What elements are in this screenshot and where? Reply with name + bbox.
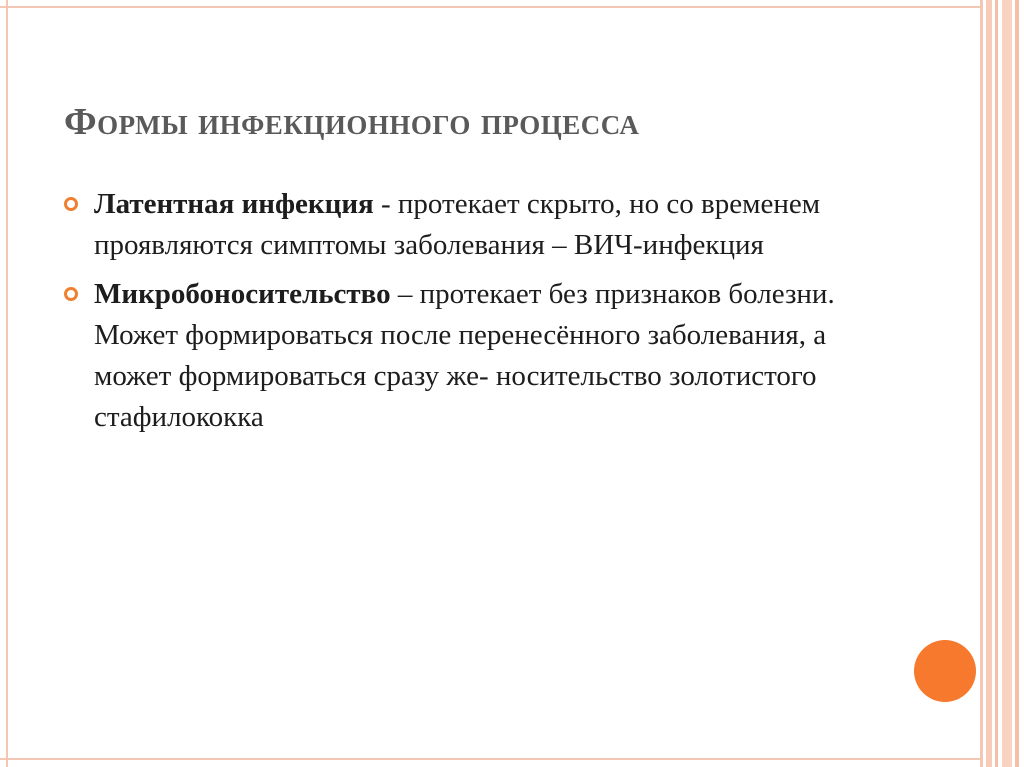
frame-line-left <box>6 0 8 767</box>
slide-title: Формы инфекционного процесса <box>64 101 640 143</box>
list-item <box>64 184 844 266</box>
frame-line-bottom <box>0 758 980 760</box>
stripe <box>980 0 983 767</box>
bullet-term: Латентная инфекция <box>94 188 374 220</box>
bullet-text: – протекает без признаков болезни. Может формироваться после перенесённого заболевания, а может формироваться сразу же- носительство золотистого стафилококка <box>94 278 835 433</box>
bullet-list <box>64 184 844 446</box>
orange-circle-icon <box>914 640 976 702</box>
decorative-stripes <box>980 0 1024 767</box>
bullet-text: - протекает скрыто, но со временем проявляются симптомы заболевания – ВИЧ-инфекция <box>94 188 821 261</box>
stripe <box>995 0 998 767</box>
stripe <box>1002 0 1012 767</box>
stripe <box>986 0 992 767</box>
stripe <box>1015 0 1019 767</box>
bullet-term: Микробоносительство <box>94 278 391 310</box>
list-item <box>64 274 844 438</box>
ring-bullet-icon <box>64 287 78 301</box>
frame-line-top <box>0 6 980 8</box>
ring-bullet-icon <box>64 197 78 211</box>
